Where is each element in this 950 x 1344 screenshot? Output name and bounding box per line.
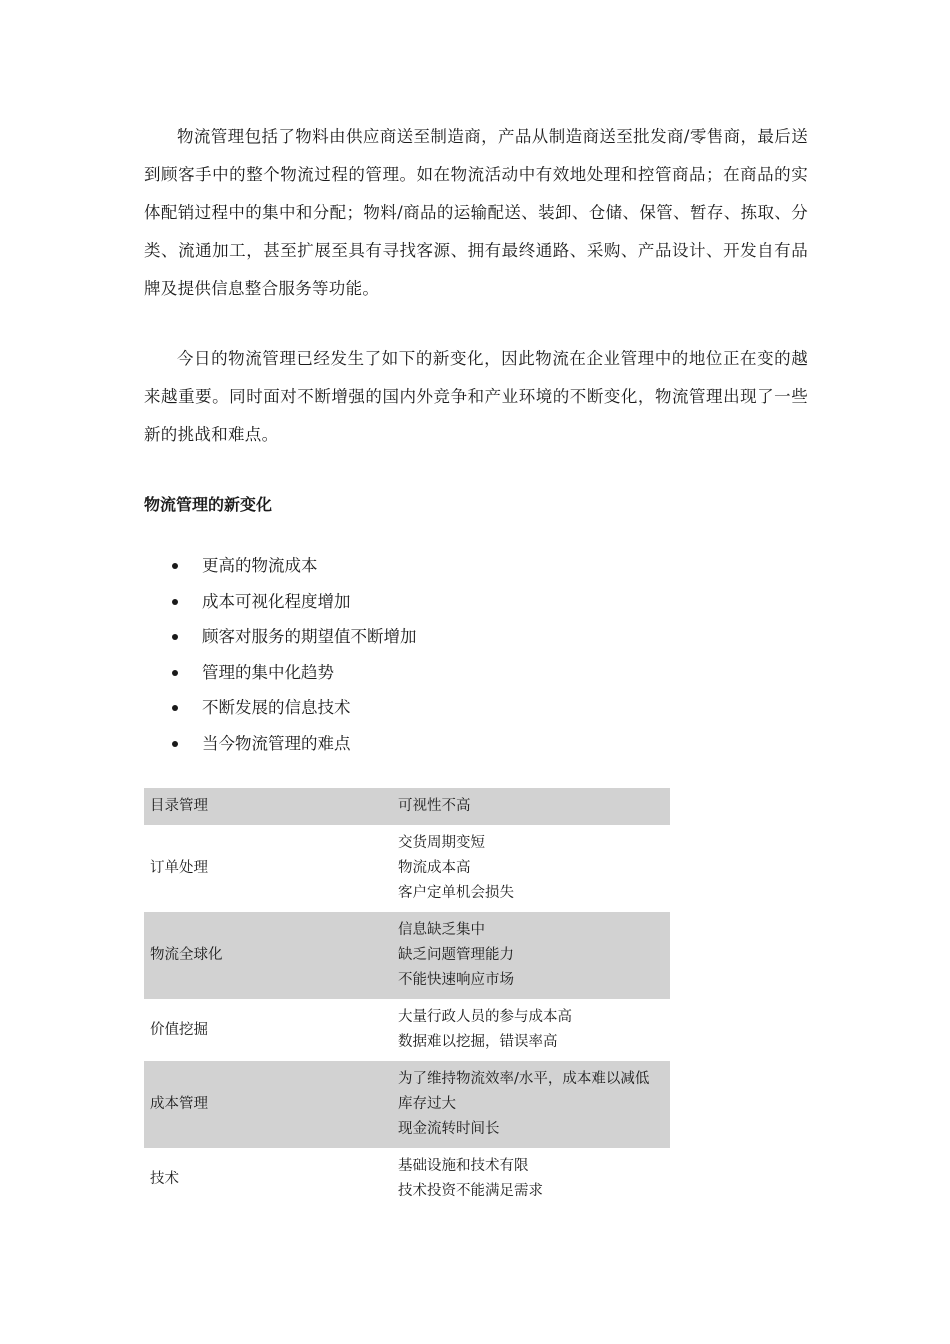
issues-cell [392,788,670,825]
category-cell: 目录管理 [144,788,392,825]
category-cell: 价值挖掘 [150,1021,208,1038]
table-row [144,825,670,912]
list-item [144,726,808,762]
issue-line: 信息缺乏集中 [398,922,485,938]
issue-line: 可视性不高 [398,798,471,814]
issues-cell [392,1061,670,1148]
issue-line: 现金流转时间长 [398,1121,500,1137]
bullet-icon [172,741,178,747]
bullet-icon [172,705,178,711]
issue-line: 客户定单机会损失 [398,885,514,901]
table-row [144,788,670,825]
list-item [144,690,808,726]
list-item-text: 顾客对服务的期望值不断增加 [202,627,417,646]
issue-line: 物流成本高 [398,860,471,876]
issue-line: 缺乏问题管理能力 [398,947,514,963]
changes-paragraph: 今日的物流管理已经发生了如下的新变化，因此物流在企业管理中的地位正在变的越来越重要。同时面对不断增强的国内外竞争和产业环境的不断变化，物流管理出现了一些新的挑战和难点。 [144,349,808,444]
bullet-icon [172,563,178,569]
table-row [144,1061,670,1148]
list-item [144,655,808,691]
bullet-icon [172,670,178,676]
list-item-text: 管理的集中化趋势 [202,662,334,682]
category-cell: 物流全球化 [144,912,392,999]
issue-line: 库存过大 [398,1096,456,1112]
issues-cell [392,1148,670,1210]
issue-line: 交货周期变短 [398,835,485,851]
category-cell: 订单处理 [150,860,208,876]
bullet-icon [172,634,178,640]
list-item-text: 不断发展的信息技术 [202,698,351,717]
issue-line: 基础设施和技术有限 [398,1158,529,1174]
category-cell: 成本管理 [144,1061,392,1148]
table-row [144,999,670,1061]
list-item [144,584,808,620]
list-item-text: 当今物流管理的难点 [202,733,351,753]
logistics-issues-table [144,788,670,1210]
issues-cell [392,912,670,999]
issue-line: 技术投资不能满足需求 [398,1183,543,1199]
list-item [144,619,808,655]
intro-paragraph: 物流管理包括了物料由供应商送至制造商，产品从制造商送至批发商/零售商，最后送到顾客手中的整个物流过程的管理。如在物流活动中有效地处理和控管商品；在商品的实体配销过程中的集中和分配；物料/商品的运输配送、装卸、仓储、保管、暂存、拣取、分类、流通加工，甚至扩展至具有寻找客源、拥有最终通路、采购、产品设计、开发自有品牌及提供信息整合服务等功能。 [144,127,808,298]
issues-cell [392,825,670,912]
bullet-icon [172,599,178,605]
issue-line: 不能快速响应市场 [398,972,514,988]
list-item-text: 更高的物流成本 [202,556,318,575]
list-item [144,548,808,584]
document-page [144,118,808,1210]
section-heading: 物流管理的新变化 [144,495,273,514]
issues-cell [392,999,670,1061]
changes-list [144,548,808,761]
issue-line: 数据难以挖掘，错误率高 [398,1034,558,1050]
issue-line: 大量行政人员的参与成本高 [398,1009,572,1025]
issue-line: 为了维持物流效率/水平，成本难以减低 [398,1071,650,1087]
table-row [144,1148,670,1210]
table-row [144,912,670,999]
category-cell: 技术 [150,1170,179,1187]
list-item-text: 成本可视化程度增加 [202,591,351,611]
